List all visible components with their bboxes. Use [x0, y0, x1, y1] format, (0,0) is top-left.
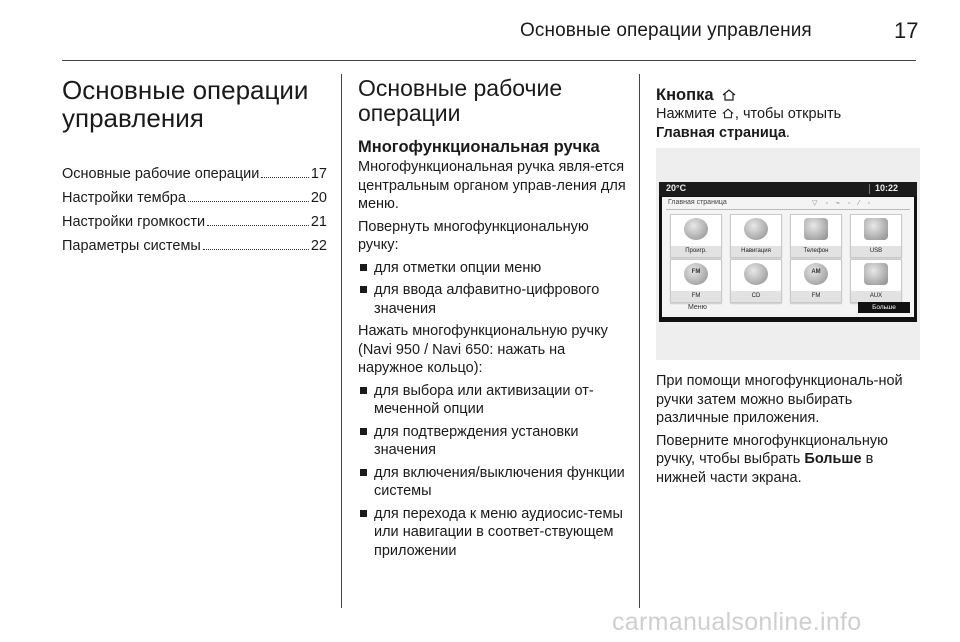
- toc-entry[interactable]: Настройки громкости 21: [62, 214, 327, 230]
- table-of-contents: [62, 166, 327, 262]
- tile-player[interactable]: Проигр.: [670, 214, 722, 258]
- column-divider-2: [639, 74, 640, 608]
- toc-entry[interactable]: Основные рабочие операции 17: [62, 166, 327, 182]
- bullet-square-icon: [360, 510, 367, 517]
- paragraph: При помощи многофункциональ-ной ручки затем можно выбирать различные приложения.: [656, 373, 903, 426]
- temperature-readout: 20°C: [666, 183, 687, 193]
- aux-plug-icon: [864, 263, 888, 285]
- screen-title: Главная страница: [668, 199, 727, 206]
- bullet-square-icon: [360, 264, 367, 271]
- toc-entry[interactable]: Настройки тембра 20: [62, 190, 327, 206]
- toc-entry[interactable]: Параметры системы 22: [62, 238, 327, 254]
- button-heading: Кнопка: [656, 86, 924, 105]
- navigation-icon: [744, 218, 768, 240]
- list-item: для ввода алфавитно-цифрового значения: [358, 281, 628, 318]
- chapter-title: Основные операции управления: [62, 75, 309, 133]
- display-bezel: [659, 182, 917, 322]
- status-icons: ▽ ◦ ⌁ ◦ ⁄ ◦: [812, 200, 873, 207]
- clock-readout: 10:22: [875, 183, 899, 193]
- usb-icon: [864, 218, 888, 240]
- list-item: для подтверждения установки значения: [358, 423, 628, 460]
- display-status-bar: [659, 182, 917, 196]
- paragraph: Поверните многофункциональную ручку, чтобы выбрать Больше в нижней части экрана.: [656, 432, 888, 486]
- tile-usb[interactable]: USB: [850, 214, 902, 258]
- running-header-title: Основные операции управления: [520, 20, 812, 41]
- paragraph: Нажмите , чтобы открыть Главная страница.: [656, 106, 842, 141]
- home-screen: [662, 197, 914, 317]
- header-divider: [62, 60, 916, 61]
- subsection-title: Многофункциональная ручка: [358, 138, 600, 156]
- phone-icon: [804, 218, 828, 240]
- watermark: carmanualsonline.info: [612, 608, 862, 636]
- home-button-column: [656, 86, 924, 146]
- paragraph: Нажать многофункциональную ручку (Navi 950 / Navi 650: нажать на наружное кольцо):: [358, 323, 608, 376]
- cd-icon: [744, 263, 768, 285]
- bullet-list: [358, 382, 628, 561]
- more-button[interactable]: Больше: [858, 302, 910, 313]
- bullet-square-icon: [360, 387, 367, 394]
- bullet-square-icon: [360, 286, 367, 293]
- column-divider-1: [341, 74, 342, 608]
- paragraph: Повернуть многофункциональную ручку:: [358, 218, 589, 253]
- paragraph: Многофункциональная ручка явля-ется центральным органом управ-ления для меню.: [358, 159, 626, 212]
- home-icon: [722, 108, 734, 119]
- page-number: 17: [894, 18, 919, 43]
- bullet-list: [358, 259, 628, 319]
- tile-cd[interactable]: CD: [730, 259, 782, 303]
- bullet-square-icon: [360, 469, 367, 476]
- menu-label[interactable]: Меню: [688, 304, 707, 311]
- bullet-square-icon: [360, 428, 367, 435]
- list-item: для отметки опции меню: [358, 259, 628, 278]
- tile-am[interactable]: AM FM: [790, 259, 842, 303]
- list-item: для перехода к меню аудиосис-темы или навигации в соответ-ствующем приложении: [358, 505, 628, 561]
- tile-phone[interactable]: Телефон: [790, 214, 842, 258]
- player-icon: [684, 218, 708, 240]
- tile-fm[interactable]: FM FM: [670, 259, 722, 303]
- chapter-column: [62, 76, 327, 262]
- list-item: для выбора или активизации от-меченной опции: [358, 382, 628, 419]
- tile-aux[interactable]: AUX: [850, 259, 902, 303]
- infotainment-screenshot: [656, 148, 920, 360]
- list-item: для включения/выключения функции системы: [358, 464, 628, 501]
- section-title: Основные рабочие операции: [358, 75, 563, 126]
- tile-navigation[interactable]: Навигация: [730, 214, 782, 258]
- home-button-text: [656, 372, 924, 491]
- home-icon: [722, 89, 736, 101]
- basic-operations-column: [358, 76, 628, 564]
